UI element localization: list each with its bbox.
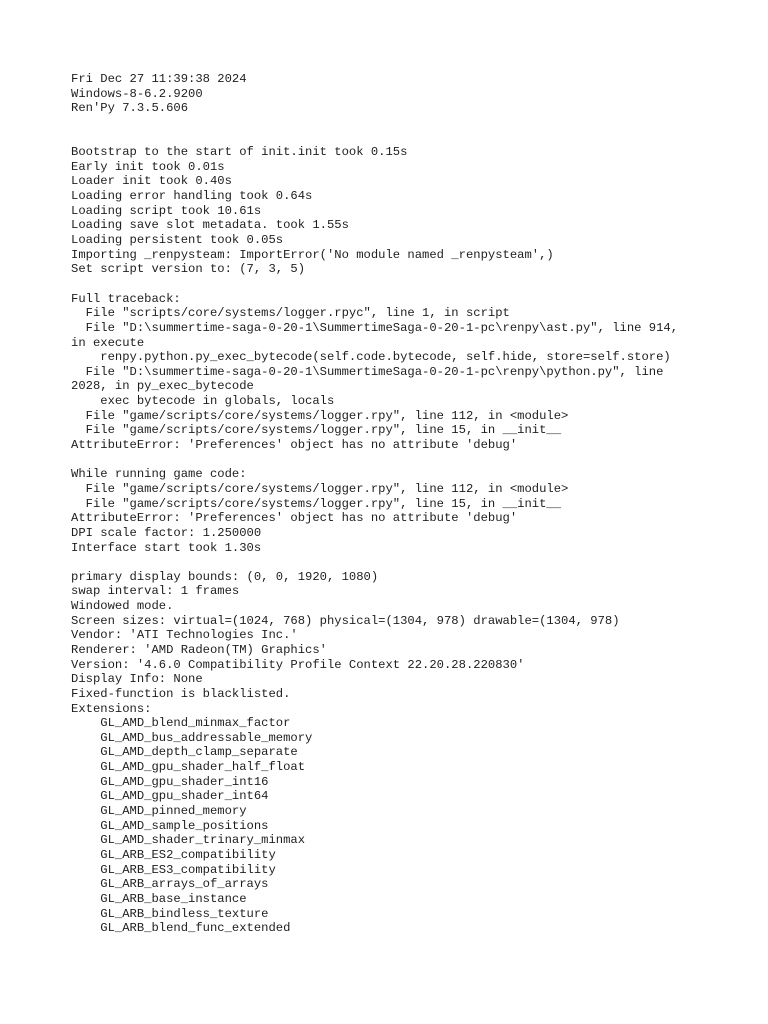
log-line: Loader init took 0.40s (71, 174, 232, 189)
log-line: GL_AMD_bus_addressable_memory (71, 730, 313, 745)
log-line: Early init took 0.01s (71, 159, 225, 174)
log-line: swap interval: 1 frames (71, 584, 240, 599)
log-line: exec bytecode in globals, locals (71, 394, 335, 409)
log-line: Fixed-function is blacklisted. (71, 686, 291, 701)
log-line: GL_ARB_arrays_of_arrays (71, 877, 269, 892)
log-line: GL_ARB_ES2_compatibility (71, 847, 276, 862)
log-line: Bootstrap to the start of init.init took 0.15s (71, 145, 408, 160)
log-line: GL_ARB_bindless_texture (71, 906, 269, 921)
log-line: While running game code: (71, 467, 247, 482)
log-line: DPI scale factor: 1.250000 (71, 525, 262, 540)
log-line: 2028, in py_exec_bytecode (71, 379, 254, 394)
log-line: Display Info: None (71, 672, 203, 687)
log-line: AttributeError: 'Preferences' object has no attribute 'debug' (71, 438, 518, 453)
log-line: File "game/scripts/core/systems/logger.rpy", line 112, in <module> (71, 408, 569, 423)
log-line: Fri Dec 27 11:39:38 2024 (71, 72, 247, 86)
log-line: GL_AMD_depth_clamp_separate (71, 745, 298, 760)
log-line: Vendor: 'ATI Technologies Inc.' (71, 628, 298, 643)
log-line: Windows-8-6.2.9200 (71, 86, 203, 101)
log-line: File "D:\summertime-saga-0-20-1\SummertimeSaga-0-20-1-pc\renpy\python.py", line (71, 364, 664, 379)
log-line: GL_AMD_blend_minmax_factor (71, 716, 291, 731)
log-line: GL_ARB_base_instance (71, 891, 247, 906)
log-line: GL_ARB_ES3_compatibility (71, 862, 276, 877)
log-line: Interface start took 1.30s (71, 540, 262, 555)
log-line: File "D:\summertime-saga-0-20-1\SummertimeSaga-0-20-1-pc\renpy\ast.py", line 914, (71, 320, 679, 335)
log-line: Loading script took 10.61s (71, 203, 262, 218)
log-line (71, 277, 751, 292)
log-line: GL_AMD_shader_trinary_minmax (71, 833, 306, 848)
log-line: Renderer: 'AMD Radeon(TM) Graphics' (71, 642, 327, 657)
log-line (71, 131, 751, 146)
log-line: Version: '4.6.0 Compatibility Profile Context 22.20.28.220830' (71, 657, 525, 672)
log-line: GL_AMD_pinned_memory (71, 804, 247, 819)
log-line (71, 116, 751, 131)
log-line: File "game/scripts/core/systems/logger.rpy", line 15, in __init__ (71, 496, 562, 511)
log-line: Full traceback: (71, 291, 181, 306)
log-line: GL_ARB_blend_func_extended (71, 921, 291, 936)
log-line (71, 453, 751, 468)
log-line: primary display bounds: (0, 0, 1920, 1080) (71, 569, 379, 584)
log-text (71, 72, 751, 936)
log-line: GL_AMD_gpu_shader_half_float (71, 760, 306, 775)
log-line: AttributeError: 'Preferences' object has no attribute 'debug' (71, 511, 518, 526)
log-line: in execute (71, 335, 145, 350)
log-line: GL_AMD_gpu_shader_int16 (71, 774, 269, 789)
log-line: File "game/scripts/core/systems/logger.rpy", line 112, in <module> (71, 481, 569, 496)
log-line: Extensions: (71, 701, 152, 716)
log-line: GL_AMD_gpu_shader_int64 (71, 789, 269, 804)
log-line: Loading save slot metadata. took 1.55s (71, 218, 349, 233)
log-line: Ren'Py 7.3.5.606 (71, 101, 189, 116)
log-line (71, 555, 751, 570)
log-line: File "scripts/core/systems/logger.rpyc", line 1, in script (71, 306, 510, 321)
log-line: Loading persistent took 0.05s (71, 233, 284, 248)
log-line: Importing _renpysteam: ImportError('No module named _renpysteam',) (71, 247, 554, 262)
log-line: File "game/scripts/core/systems/logger.rpy", line 15, in __init__ (71, 423, 562, 438)
log-line: GL_AMD_sample_positions (71, 818, 269, 833)
log-line: Set script version to: (7, 3, 5) (71, 262, 306, 277)
log-line: Screen sizes: virtual=(1024, 768) physical=(1304, 978) drawable=(1304, 978) (71, 613, 620, 628)
log-line: Loading error handling took 0.64s (71, 189, 313, 204)
log-line: Windowed mode. (71, 599, 174, 614)
log-line: renpy.python.py_exec_bytecode(self.code.bytecode, self.hide, store=self.store) (71, 350, 671, 365)
